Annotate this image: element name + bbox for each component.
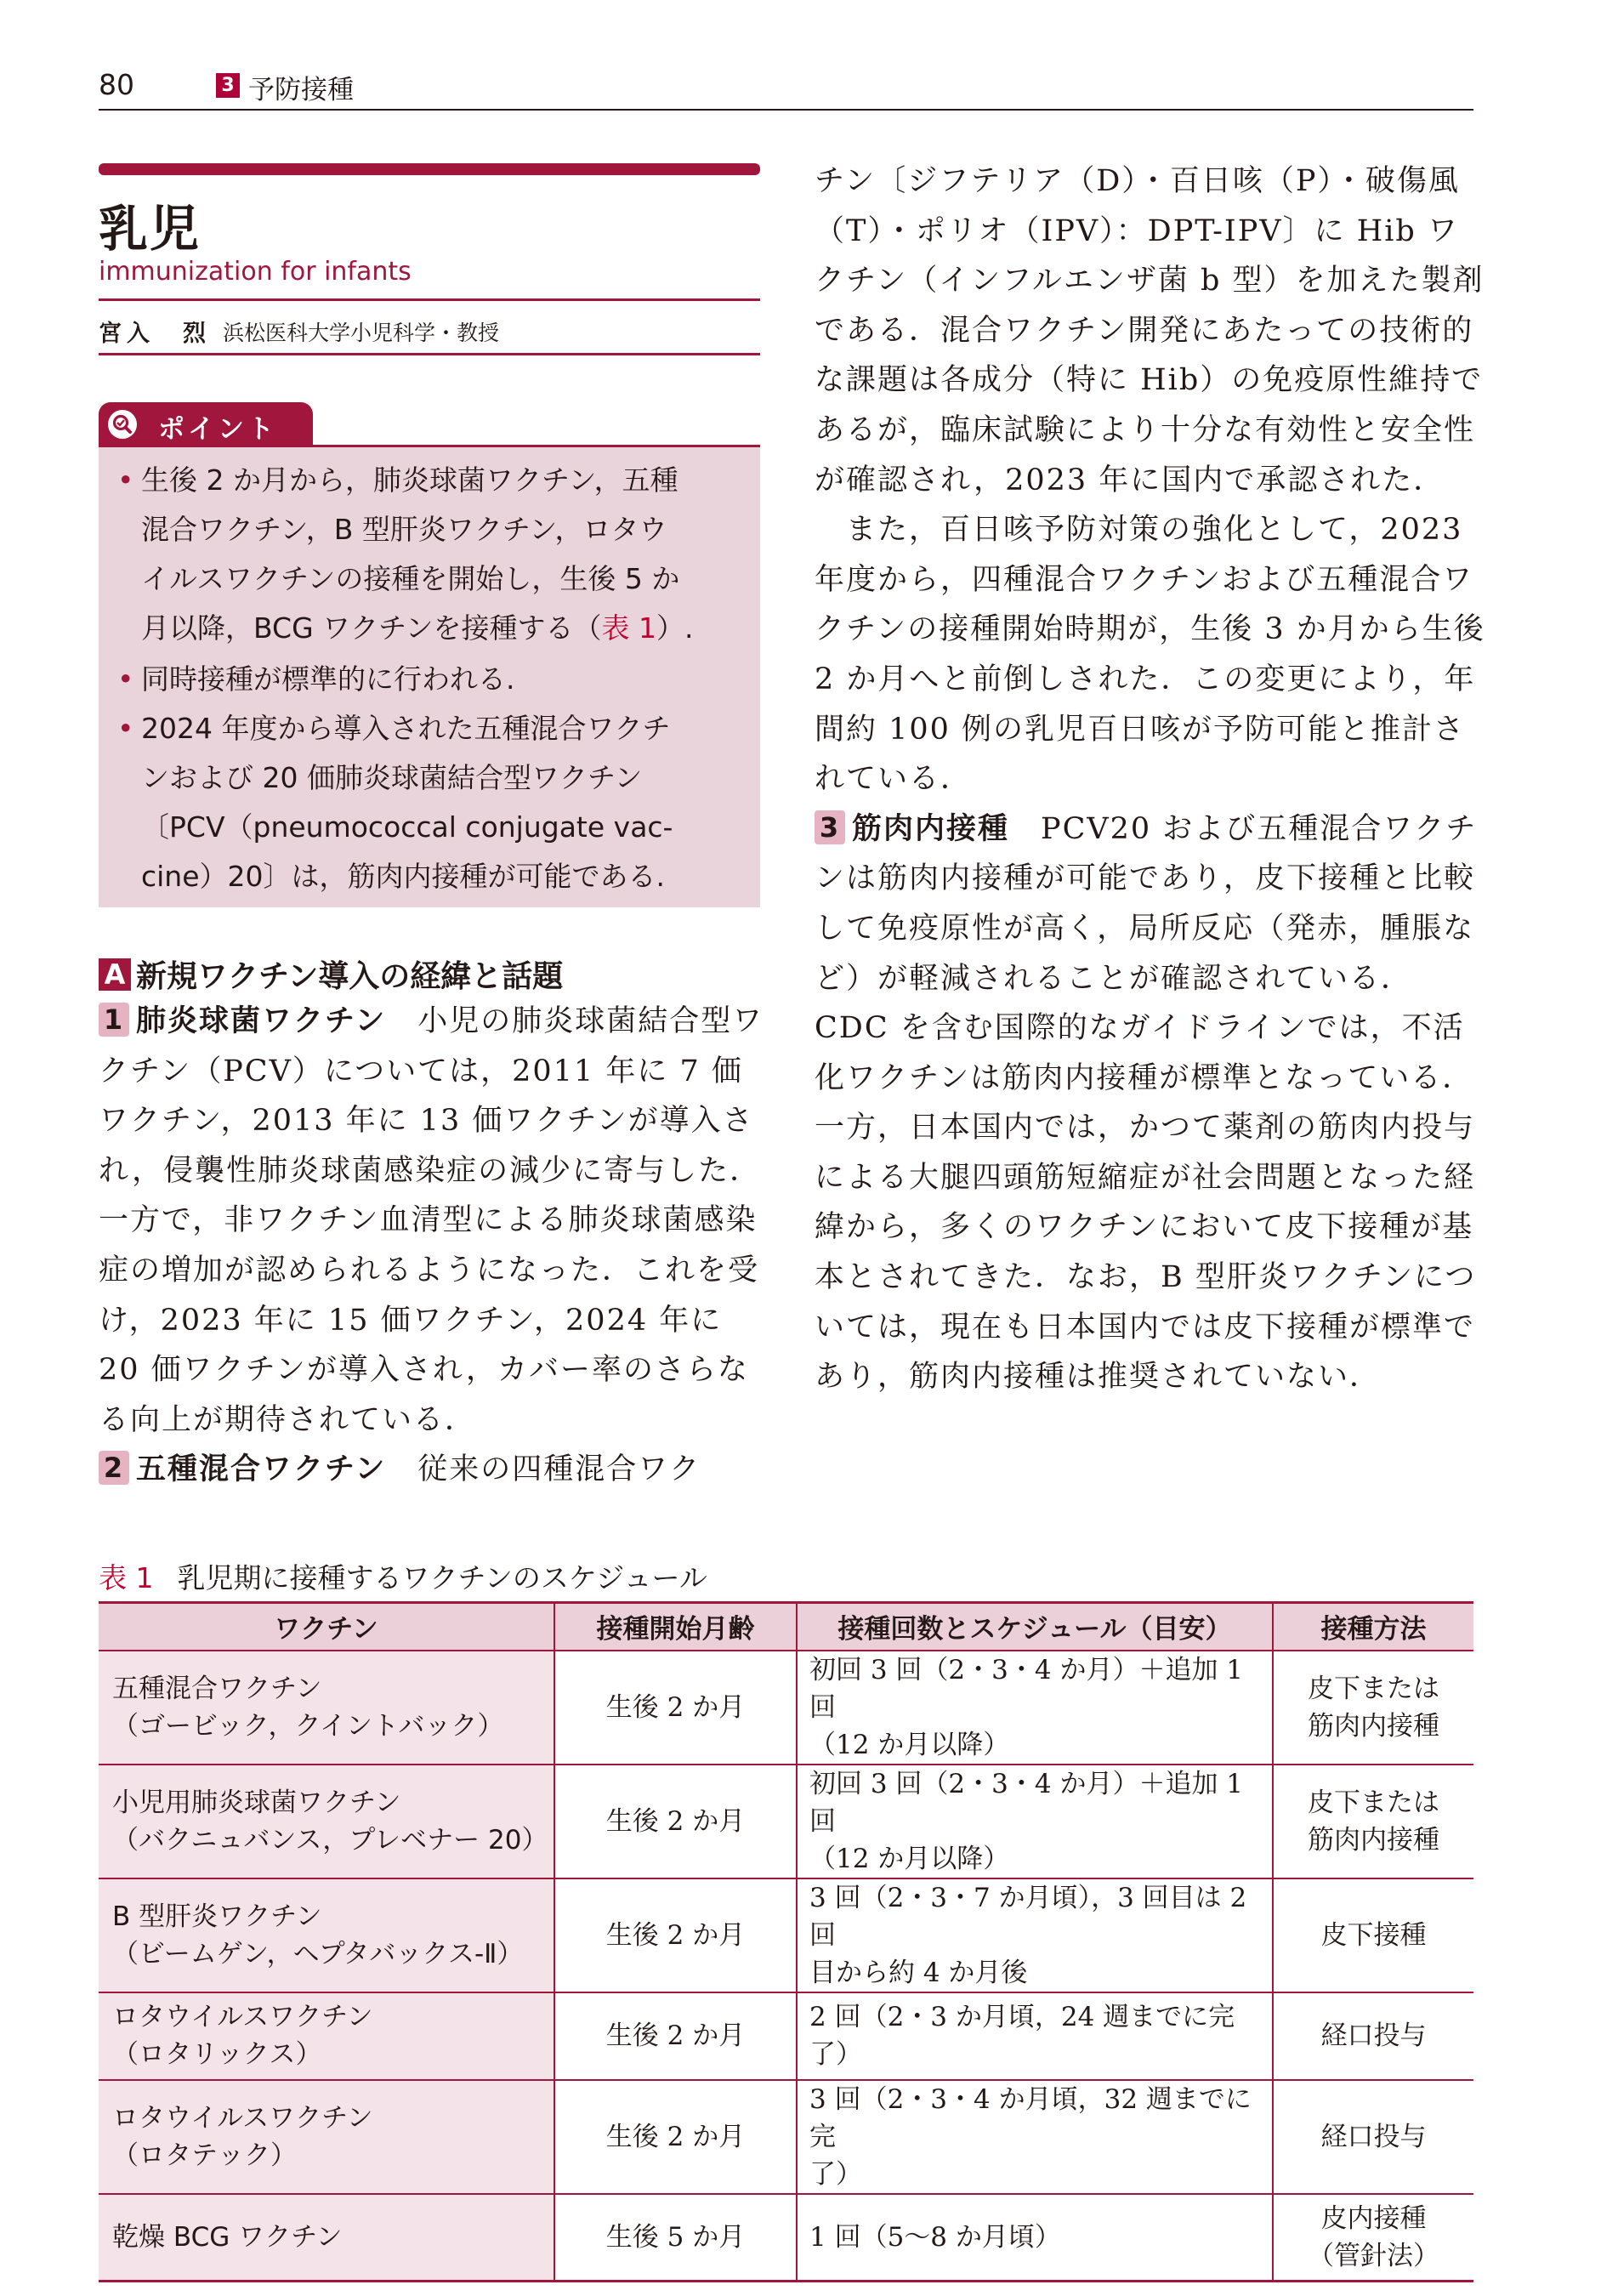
paragraph: PCV20 および五種混合ワクチンは筋肉内接種が可能であり，皮下接種と比較して免疫原性が高く，局所反応（発赤，腫脹など）が軽減されることが確認されている．CDC を含む国際的なガイドラインでは，不活化ワクチンは筋肉内接種が標準となっている．一方，日本国内では，かつて薬剤の筋肉内投与による大腿四頭筋短縮症が社会問題となった経緯から，多くのワクチンにおいて皮下接種が基本とされてきた．なお，B 型肝炎ワクチンについては，現在も日本国内では皮下接種が標準であり，筋肉内接種は推奨されていない． xyxy=(815,811,1478,1395)
author-rule-top xyxy=(99,298,760,301)
column-header-vaccine: ワクチン xyxy=(99,1603,554,1651)
column-header-method: 接種方法 xyxy=(1273,1603,1473,1651)
cell-vaccine: ロタウイルスワクチン （ロタテック） xyxy=(99,2080,554,2194)
subsection-number: 1 xyxy=(99,1003,129,1037)
subsection-heading-1 xyxy=(99,1004,386,1038)
paragraph: 従来の四種混合ワク xyxy=(417,1452,701,1487)
cell-start-age: 生後 2 か月 xyxy=(554,1878,797,1992)
point-item xyxy=(117,456,747,653)
cell-start-age: 生後 2 か月 xyxy=(554,1765,797,1878)
subsection-title: 五種混合ワクチン xyxy=(136,1452,387,1487)
table-row xyxy=(99,1992,1473,2080)
bullet-icon: • xyxy=(117,463,134,497)
paragraph: また，百日咳予防対策の強化として，2023 年度から，四種混合ワクチンおよび五種混合ワクチンの接種開始時期が，生後 3 か月から生後 2 か月へと前倒しされた．この変更により，年間約 100 例の乳児百日咳が予防可能と推計されている． xyxy=(815,513,1485,797)
chapter-number-badge: 3 xyxy=(216,73,240,98)
point-box xyxy=(99,445,760,907)
subsection-title: 筋肉内接種 xyxy=(852,811,1010,846)
column-header-start-age: 接種開始月齢 xyxy=(554,1603,797,1651)
cell-method: 経口投与 xyxy=(1273,2080,1473,2194)
cell-method: 皮下または 筋肉内接種 xyxy=(1273,1765,1473,1878)
bullet-icon: • xyxy=(117,662,134,696)
point-text: 同時接種が標準的に行われる. xyxy=(141,662,515,696)
author-rule-bottom xyxy=(99,353,760,355)
magnifier-icon xyxy=(107,409,138,440)
cell-vaccine: ロタウイルスワクチン （ロタリックス） xyxy=(99,1992,554,2080)
cell-method: 経口投与 xyxy=(1273,1992,1473,2080)
cell-schedule: 3 回（2・3・4 か月頃，32 週までに完 了） xyxy=(797,2080,1273,2194)
subsection-title: 肺炎球菌ワクチン xyxy=(136,1004,387,1038)
author-affiliation: 浜松医科大学小児科学・教授 xyxy=(223,321,500,345)
point-tab xyxy=(99,402,313,445)
subsection-number: 2 xyxy=(99,1451,129,1485)
point-text-end: ）. xyxy=(656,611,694,645)
subsection-heading-3 xyxy=(815,812,1009,846)
cell-start-age: 生後 5 か月 xyxy=(554,2194,797,2282)
table-reference-link[interactable]: 表 1 xyxy=(601,611,657,645)
table-caption-text: 乳児期に接種するワクチンのスケジュール xyxy=(177,1561,707,1594)
point-item xyxy=(117,655,747,704)
cell-start-age: 生後 2 か月 xyxy=(554,2080,797,2194)
table-row xyxy=(99,2194,1473,2282)
article-subtitle: immunization for infants xyxy=(99,257,412,287)
column-header-schedule: 接種回数とスケジュール（目安） xyxy=(797,1603,1273,1651)
point-item xyxy=(117,704,747,901)
cell-schedule: 初回 3 回（2・3・4 か月）＋追加 1 回 （12 か月以降） xyxy=(797,1651,1273,1765)
right-column-body xyxy=(815,156,1486,1402)
table-row xyxy=(99,1878,1473,1992)
cell-start-age: 生後 2 か月 xyxy=(554,1651,797,1765)
table-row xyxy=(99,1765,1473,1878)
page-number: 80 xyxy=(99,68,134,101)
table-caption xyxy=(99,1556,707,1596)
section-title: 新規ワクチン導入の経緯と話題 xyxy=(136,959,564,994)
cell-schedule: 初回 3 回（2・3・4 か月）＋追加 1 回 （12 か月以降） xyxy=(797,1765,1273,1878)
cell-vaccine: 五種混合ワクチン （ゴービック，クイントバック） xyxy=(99,1651,554,1765)
left-column-body xyxy=(99,997,770,1495)
paragraph: 小児の肺炎球菌結合型ワクチン（PCV）については，2011 年に 7 価ワクチン，2013 年に 13 価ワクチンが導入され，侵襲性肺炎球菌感染症の減少に寄与した．一方で，非ワクチン血清型による肺炎球菌感染症の増加が認められるようになった．これを受け，2023 年に 15 価ワクチン，2024 年に 20 価ワクチンが導入され，カバー率のさらなる向上が期待されている． xyxy=(99,1004,764,1437)
point-label: ポイント xyxy=(158,414,277,445)
table-header-row xyxy=(99,1603,1473,1651)
cell-schedule: 3 回（2・3・7 か月頃），3 回目は 2 回 目から約 4 か月後 xyxy=(797,1878,1273,1992)
table-caption-label: 表 1 xyxy=(99,1561,154,1594)
cell-schedule: 2 回（2・3 か月頃，24 週までに完了） xyxy=(797,1992,1273,2080)
cell-vaccine: B 型肝炎ワクチン （ビームゲン，ヘプタバックス-Ⅱ） xyxy=(99,1878,554,1992)
table-row xyxy=(99,2080,1473,2194)
cell-start-age: 生後 2 か月 xyxy=(554,1992,797,2080)
cell-method: 皮内接種 （管針法） xyxy=(1273,2194,1473,2282)
cell-method: 皮下または 筋肉内接種 xyxy=(1273,1651,1473,1765)
vaccine-schedule-table xyxy=(99,1601,1473,2282)
subsection-number: 3 xyxy=(815,810,845,844)
bullet-icon: • xyxy=(117,712,134,745)
point-text: 生後 2 か月から，肺炎球菌ワクチン，五種 混合ワクチン，B 型肝炎ワクチン，ロタウ イルスワクチンの接種を開始し，生後 5 か 月以降，BCG ワクチンを接種する（ xyxy=(141,463,680,645)
section-badge: A xyxy=(99,958,131,991)
chapter-title: 予防接種 xyxy=(248,75,354,105)
cell-vaccine: 小児用肺炎球菌ワクチン （バクニュバンス，プレベナー 20） xyxy=(99,1765,554,1878)
title-decoration-bar xyxy=(99,163,760,175)
cell-schedule: 1 回（5〜8 か月頃） xyxy=(797,2194,1273,2282)
article-title: 乳児 xyxy=(99,200,202,258)
subsection-heading-2 xyxy=(99,1452,386,1486)
cell-method: 皮下接種 xyxy=(1273,1878,1473,1992)
section-heading-a xyxy=(99,952,563,996)
table-row xyxy=(99,1651,1473,1765)
point-text: 2024 年度から導入された五種混合ワクチ ンおよび 20 価肺炎球菌結合型ワクチン 〔PCV（pneumococcal conjugate vac- cine）20〕は，筋肉内接種が可能である. xyxy=(141,712,673,893)
page-header xyxy=(99,66,1473,111)
cell-vaccine: 乾燥 BCG ワクチン xyxy=(99,2194,554,2282)
paragraph-continuation: チン〔ジフテリア（D）・百日咳（P）・破傷風（T）・ポリオ（IPV）：DPT-IPV〕に Hib ワクチン（インフルエンザ菌 b 型）を加えた製剤である．混合ワクチン開発にあたっての技術的な課題は各成分（特に Hib）の免疫原性維持であるが，臨床試験により十分な有効性と安全性が確認され，2023 年に国内で承認された． xyxy=(815,164,1485,497)
author-name: 宮入 烈 xyxy=(99,321,211,347)
